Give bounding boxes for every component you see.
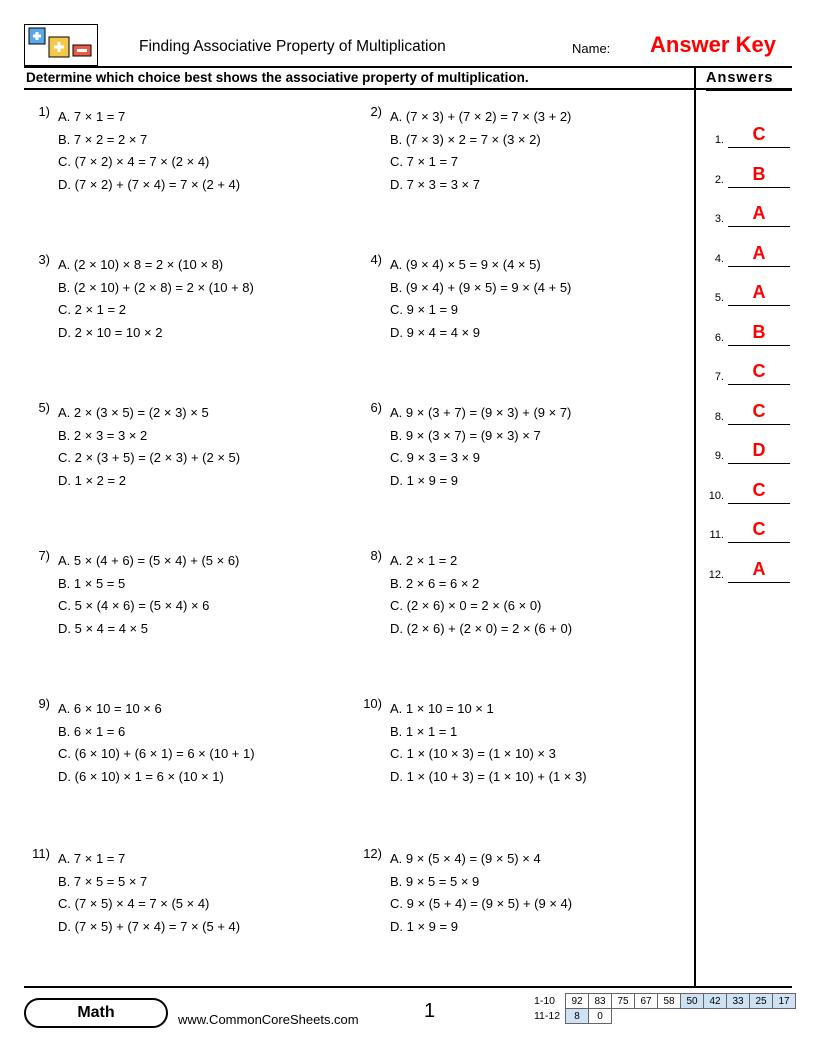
answer-row bbox=[702, 466, 794, 504]
answer-value: C bbox=[752, 519, 766, 539]
choice-option[interactable]: A. 6 × 10 = 10 × 6 bbox=[58, 701, 162, 716]
answer-row bbox=[702, 189, 794, 227]
score-row bbox=[533, 1009, 796, 1024]
choice-option[interactable]: D. 1 × 9 = 9 bbox=[390, 918, 458, 934]
choice-option[interactable]: A. 2 × 1 = 2 bbox=[390, 553, 458, 568]
answer-value: B bbox=[752, 163, 766, 184]
choice-option[interactable]: A. (7 × 3) + (7 × 2) = 7 × (3 + 2) bbox=[390, 109, 572, 124]
choice-option[interactable]: D. (6 × 10) × 1 = 6 × (10 × 1) bbox=[58, 768, 224, 784]
answer-number: 6. bbox=[714, 331, 724, 344]
problem-choices bbox=[58, 550, 239, 640]
instructions-divider bbox=[24, 88, 792, 90]
problem-number: 6) bbox=[370, 400, 382, 415]
problem-number: 11) bbox=[32, 846, 50, 861]
problem-number: 8) bbox=[370, 548, 382, 563]
answer-value: C bbox=[752, 479, 766, 500]
score-cell: 67 bbox=[635, 994, 658, 1009]
choice-option[interactable]: D. 1 × 9 = 9 bbox=[390, 472, 458, 488]
problem-choices bbox=[58, 848, 240, 938]
choice-option[interactable]: D. (7 × 5) + (7 × 4) = 7 × (5 + 4) bbox=[58, 918, 241, 934]
choice-option[interactable]: B. (2 × 10) + (2 × 8) = 2 × (10 + 8) bbox=[58, 279, 254, 295]
header-divider bbox=[24, 66, 792, 68]
score-cell: 25 bbox=[750, 994, 773, 1009]
choice-option[interactable]: B. 1 × 1 = 1 bbox=[390, 723, 458, 739]
answer-value: C bbox=[752, 400, 766, 421]
answer-number: 2. bbox=[714, 173, 724, 186]
answer-row bbox=[702, 545, 794, 583]
answer-value: C bbox=[752, 124, 766, 144]
answer-row bbox=[702, 150, 794, 188]
answers-heading-underline bbox=[706, 90, 792, 91]
answer-value: A bbox=[752, 242, 766, 263]
choice-option[interactable]: B. 1 × 5 = 5 bbox=[58, 575, 126, 591]
choice-option[interactable]: B. (7 × 3) × 2 = 7 × (3 × 2) bbox=[390, 131, 541, 147]
score-cell: 75 bbox=[612, 994, 635, 1009]
answer-value: A bbox=[752, 203, 766, 223]
choice-option[interactable]: D. 5 × 4 = 4 × 5 bbox=[58, 620, 148, 636]
answer-number: 9. bbox=[714, 450, 724, 462]
choice-option[interactable]: C. (7 × 5) × 4 = 7 × (5 × 4) bbox=[58, 896, 210, 911]
math-blocks-logo-icon bbox=[25, 25, 97, 65]
answers-column-divider bbox=[694, 66, 696, 986]
problem-choices bbox=[390, 698, 587, 788]
choice-option[interactable]: B. 2 × 3 = 3 × 2 bbox=[58, 427, 148, 443]
choice-option[interactable]: C. 1 × (10 × 3) = (1 × 10) × 3 bbox=[390, 746, 556, 761]
problem-number: 9) bbox=[38, 696, 50, 711]
answer-key-stamp: Answer Key bbox=[650, 32, 776, 57]
answer-number: 4. bbox=[714, 252, 724, 265]
choice-option[interactable]: B. 9 × (3 × 7) = (9 × 3) × 7 bbox=[390, 427, 541, 443]
answer-value: A bbox=[752, 558, 766, 579]
choice-option[interactable]: D. (2 × 6) + (2 × 0) = 2 × (6 + 0) bbox=[390, 620, 573, 636]
answer-row bbox=[702, 229, 794, 267]
choice-option[interactable]: B. 2 × 6 = 6 × 2 bbox=[390, 575, 480, 591]
choice-option[interactable]: B. 7 × 5 = 5 × 7 bbox=[58, 873, 148, 889]
answer-row bbox=[702, 505, 794, 543]
answer-number: 8. bbox=[714, 410, 724, 423]
choice-option[interactable]: D. 2 × 10 = 10 × 2 bbox=[58, 324, 163, 340]
answers-heading: Answers bbox=[706, 70, 774, 86]
answer-number: 3. bbox=[714, 213, 724, 225]
page-number: 1 bbox=[424, 1000, 436, 1022]
choice-option[interactable]: B. 9 × 5 = 5 × 9 bbox=[390, 873, 480, 889]
choice-option[interactable]: A. 1 × 10 = 10 × 1 bbox=[390, 701, 494, 716]
score-cell: 0 bbox=[589, 1009, 612, 1024]
subject-badge: Math bbox=[24, 998, 168, 1028]
answer-value: B bbox=[752, 321, 766, 342]
choice-option[interactable]: C. 2 × 1 = 2 bbox=[58, 302, 126, 317]
choice-option[interactable]: D. 7 × 3 = 3 × 7 bbox=[390, 176, 480, 192]
answer-number: 7. bbox=[714, 371, 724, 383]
answer-row bbox=[702, 347, 794, 385]
problem-number: 1) bbox=[38, 104, 50, 119]
answer-row bbox=[702, 387, 794, 425]
score-cell: 8 bbox=[566, 1009, 589, 1024]
choice-option[interactable]: C. (2 × 6) × 0 = 2 × (6 × 0) bbox=[390, 598, 542, 613]
name-label: Name: bbox=[572, 41, 611, 56]
instructions: Determine which choice best shows the associative property of multiplication. bbox=[26, 70, 529, 85]
problem-number: 4) bbox=[370, 252, 382, 267]
choice-option[interactable]: C. (6 × 10) + (6 × 1) = 6 × (10 + 1) bbox=[58, 746, 255, 761]
choice-option[interactable]: A. 9 × (3 + 7) = (9 × 3) + (9 × 7) bbox=[390, 405, 572, 420]
score-cell: 42 bbox=[704, 994, 727, 1009]
problem-choices bbox=[58, 254, 254, 344]
problem-choices bbox=[58, 106, 240, 196]
problem-choices bbox=[390, 848, 572, 938]
score-cell: 58 bbox=[658, 994, 681, 1009]
footer-divider bbox=[24, 986, 792, 988]
problem-number: 5) bbox=[38, 400, 50, 415]
choice-option[interactable]: D. 9 × 4 = 4 × 9 bbox=[390, 324, 480, 340]
score-cell: 50 bbox=[681, 994, 704, 1009]
score-cell: 83 bbox=[589, 994, 612, 1009]
problem-choices bbox=[390, 106, 571, 196]
problem-number: 3) bbox=[38, 252, 50, 267]
choice-option[interactable]: C. 2 × (3 + 5) = (2 × 3) + (2 × 5) bbox=[58, 450, 241, 465]
choice-option[interactable]: C. 5 × (4 × 6) = (5 × 4) × 6 bbox=[58, 598, 210, 613]
choice-option[interactable]: A. (2 × 10) × 8 = 2 × (10 × 8) bbox=[58, 257, 224, 272]
answer-row bbox=[702, 426, 794, 464]
problem-choices bbox=[390, 254, 571, 344]
problem-number: 2) bbox=[370, 104, 382, 119]
problem-choices bbox=[390, 402, 571, 492]
answer-value: D bbox=[752, 440, 766, 460]
choice-option[interactable]: B. 7 × 2 = 2 × 7 bbox=[58, 131, 148, 147]
choice-option[interactable]: C. (7 × 2) × 4 = 7 × (2 × 4) bbox=[58, 154, 210, 169]
answer-row bbox=[702, 268, 794, 306]
score-cell: 92 bbox=[566, 994, 589, 1009]
choice-option[interactable]: A. 5 × (4 + 6) = (5 × 4) + (5 × 6) bbox=[58, 553, 240, 568]
answer-number: 10. bbox=[708, 489, 724, 502]
choice-option[interactable]: C. 9 × 1 = 9 bbox=[390, 302, 458, 317]
answer-number: 12. bbox=[708, 568, 724, 581]
choice-option[interactable]: A. (9 × 4) × 5 = 9 × (4 × 5) bbox=[390, 257, 541, 272]
website-link[interactable]: www.CommonCoreSheets.com bbox=[178, 1012, 359, 1027]
choice-option[interactable]: D. (7 × 2) + (7 × 4) = 7 × (2 + 4) bbox=[58, 176, 241, 192]
answer-number: 1. bbox=[714, 134, 724, 146]
choice-option[interactable]: A. 7 × 1 = 7 bbox=[58, 851, 126, 866]
choice-option[interactable]: D. 1 × 2 = 2 bbox=[58, 472, 126, 488]
page-title: Finding Associative Property of Multiplication bbox=[139, 38, 446, 55]
choice-option[interactable]: D. 1 × (10 + 3) = (1 × 10) + (1 × 3) bbox=[390, 768, 587, 784]
problem-choices bbox=[58, 402, 240, 492]
logo bbox=[24, 24, 98, 66]
score-table bbox=[533, 993, 796, 1024]
problem-choices bbox=[390, 550, 572, 640]
choice-option[interactable]: A. 9 × (5 × 4) = (9 × 5) × 4 bbox=[390, 851, 541, 866]
score-cell: 33 bbox=[727, 994, 750, 1009]
choice-option[interactable]: C. 9 × 3 = 3 × 9 bbox=[390, 450, 480, 465]
choice-option[interactable]: C. 9 × (5 + 4) = (9 × 5) + (9 × 4) bbox=[390, 896, 573, 911]
answer-number: 11. bbox=[709, 529, 724, 541]
score-row bbox=[533, 994, 796, 1009]
score-row-label: 1-10 bbox=[534, 995, 556, 1007]
choice-option[interactable]: A. 7 × 1 = 7 bbox=[58, 109, 126, 124]
problem-number: 12) bbox=[363, 846, 382, 861]
choice-option[interactable]: B. (9 × 4) + (9 × 5) = 9 × (4 + 5) bbox=[390, 279, 572, 295]
choice-option[interactable]: B. 6 × 1 = 6 bbox=[58, 723, 126, 739]
score-cell: 17 bbox=[773, 994, 796, 1009]
choice-option[interactable]: C. 7 × 1 = 7 bbox=[390, 154, 458, 169]
problem-choices bbox=[58, 698, 255, 788]
header bbox=[24, 24, 792, 64]
answer-value: C bbox=[752, 361, 766, 381]
answer-row bbox=[702, 308, 794, 346]
answer-row bbox=[702, 110, 794, 148]
score-row-label: 11-12 bbox=[534, 1010, 561, 1022]
answer-number: 5. bbox=[714, 292, 724, 304]
choice-option[interactable]: A. 2 × (3 × 5) = (2 × 3) × 5 bbox=[58, 405, 209, 420]
problem-number: 7) bbox=[38, 548, 50, 563]
problem-number: 10) bbox=[363, 696, 382, 711]
answer-value: A bbox=[752, 282, 766, 302]
